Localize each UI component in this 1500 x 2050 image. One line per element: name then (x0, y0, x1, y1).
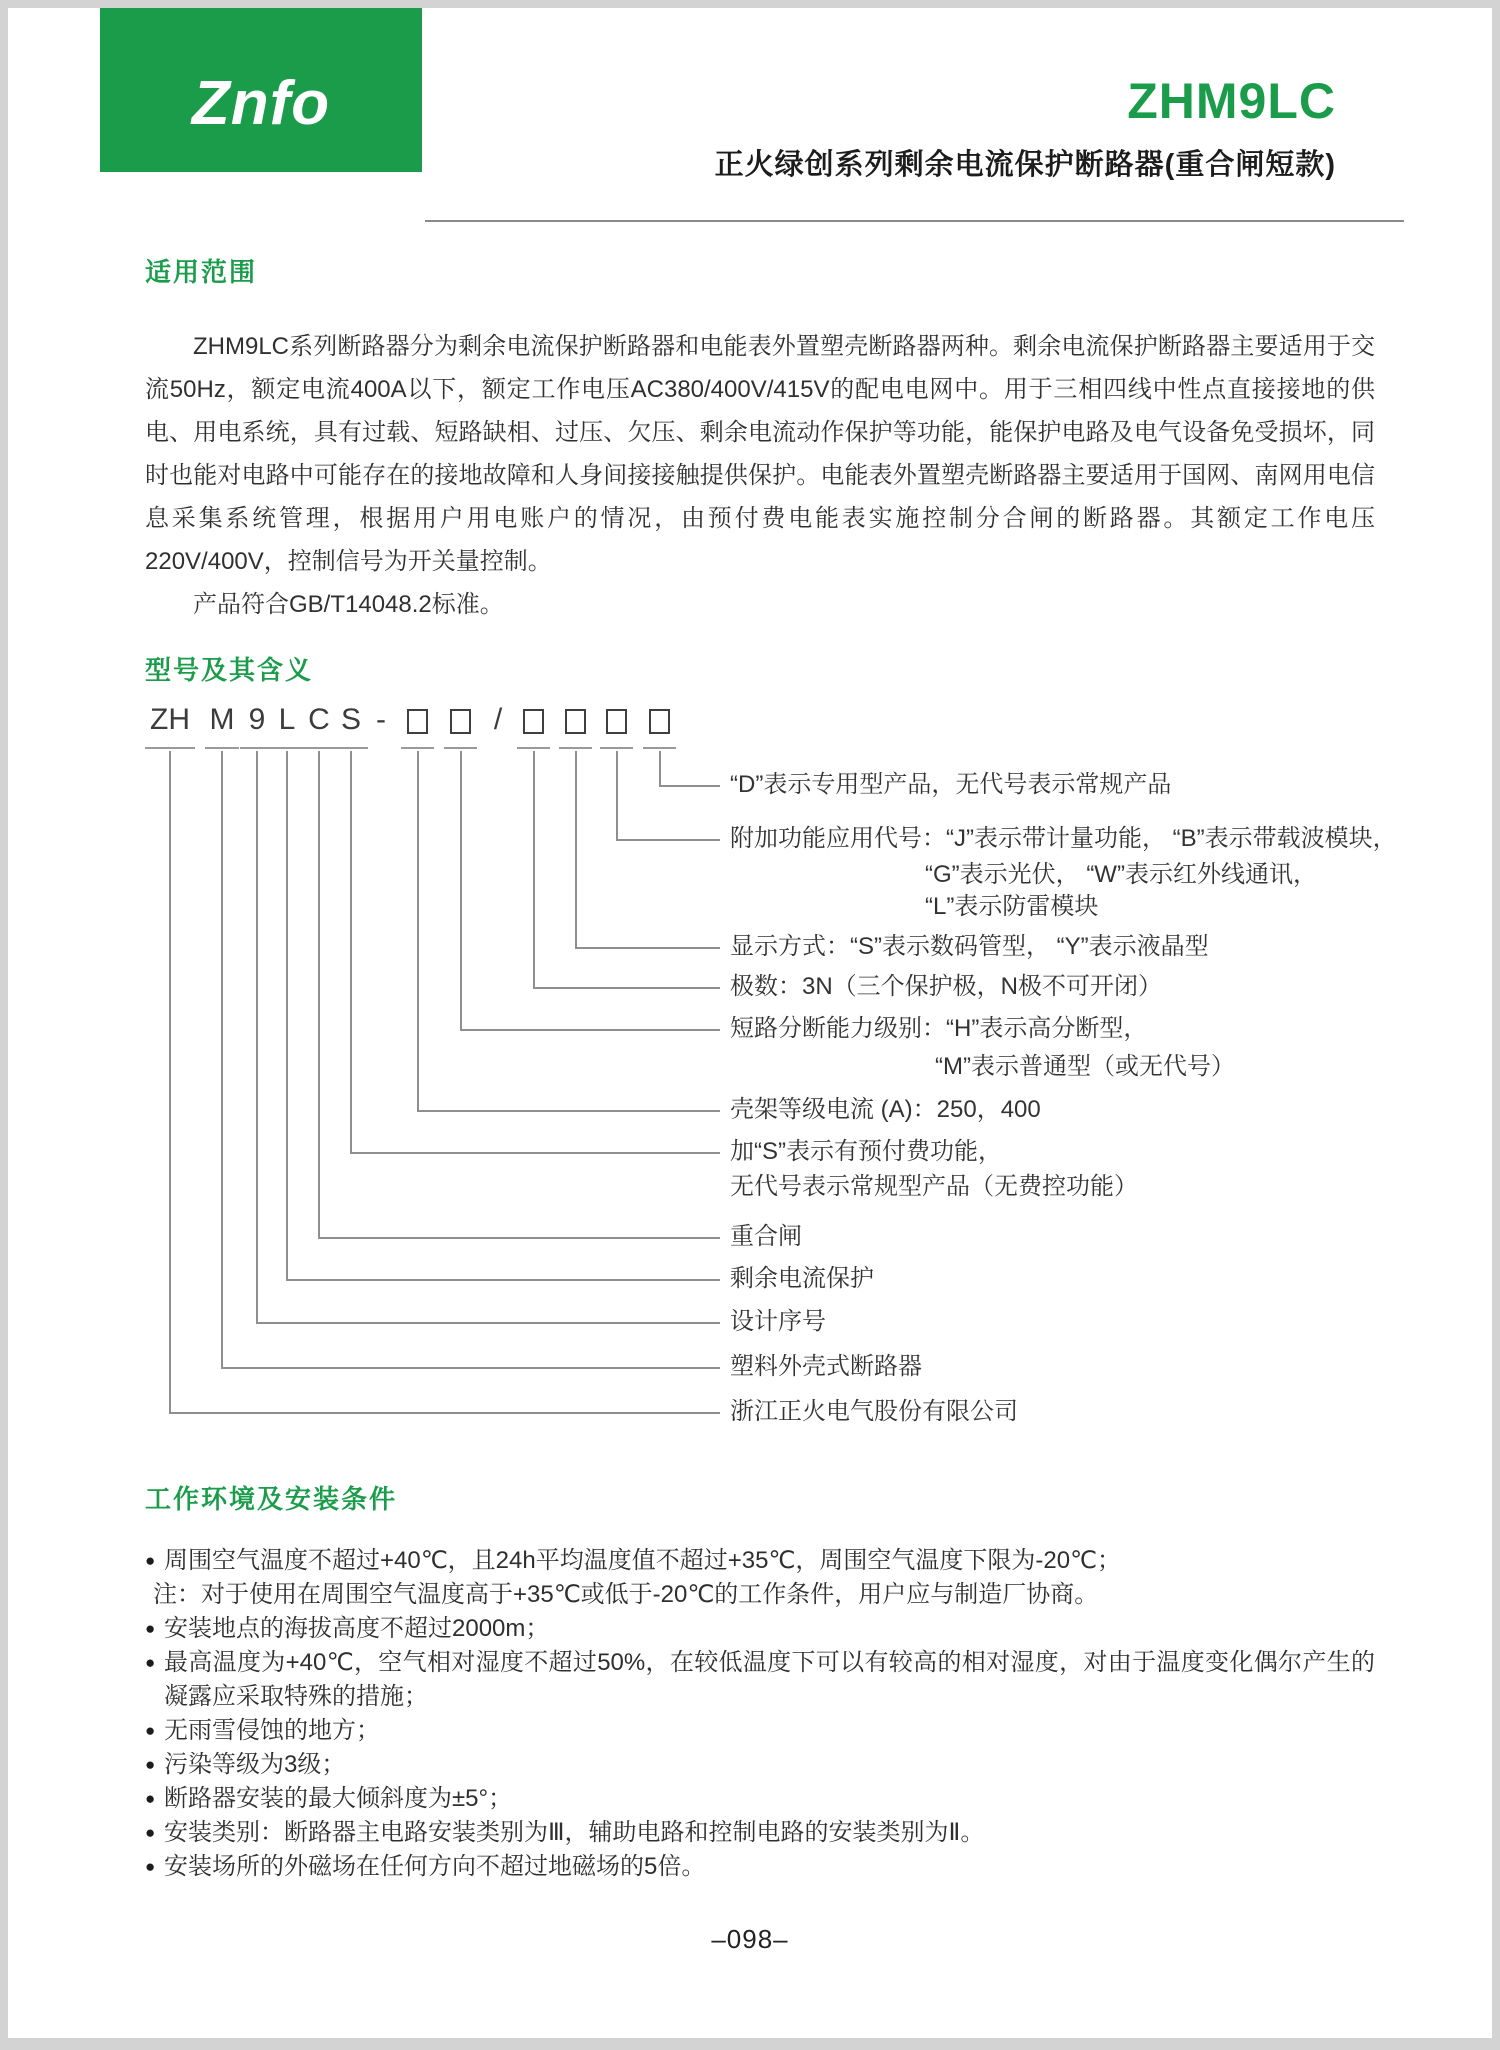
page-content (145, 252, 1397, 1884)
code-underline (240, 747, 274, 749)
leader-line (350, 1152, 720, 1154)
code-meaning-design-serial: 设计序号 (730, 1308, 826, 1335)
leader-line (350, 751, 352, 1154)
code-meaning-add-function-2: “G”表示光伏， “W”表示红外线通讯， (925, 861, 1317, 888)
code-meaning-add-function-3: “L”表示防雷模块 (925, 893, 1099, 920)
leader-line (533, 987, 720, 989)
code-part-9: 9 (248, 703, 266, 736)
scope-paragraph: ZHM9LC系列断路器分为剩余电流保护断路器和电能表外置塑壳断路器两种。剩余电流保护断路器主要适用于交流50Hz，额定电流400A以下，额定工作电压AC380/400V/415V的配电电网中。用于三相四线中性点直接接地的供电、用电系统，具有过载、短路缺相、过压、欠压、剩余电流动作保护等功能，能保护电路及电气设备免受损坏，同时也能对电路中可能存在的接地故障和人身间接接触提供保护。电能表外置塑壳断路器主要适用于国网、南网用电信息采集系统管理，根据用户用电账户的情况，由预付费电能表实施控制分合闸的断路器。其额定工作电压220V/400V，控制信号为开关量控制。 (145, 333, 1375, 575)
code-meaning-display-type: 显示方式：“S”表示数码管型， “Y”表示液晶型 (730, 933, 1209, 960)
section-heading-scope: 适用范围 (145, 257, 258, 287)
leader-line (286, 751, 288, 1281)
list-item: ● 安装类别：断路器主电路安装类别为Ⅲ，辅助电路和控制电路的安装类别为Ⅱ。 (145, 1816, 1375, 1850)
code-underline (334, 747, 368, 749)
code-part-s: S (340, 703, 361, 736)
list-item: ● 断路器安装的最大倾斜度为±5°； (145, 1782, 1375, 1816)
code-meaning-residual-current: 剩余电流保护 (730, 1265, 874, 1292)
code-part-c: C (308, 703, 330, 736)
leader-line (169, 1412, 720, 1414)
leader-line (318, 1237, 720, 1239)
bullet-note: 注：对于使用在周围空气温度高于+35℃或低于-20℃的工作条件，用户应与制造厂协商。 (153, 1581, 1099, 1608)
code-meaning-breaking-level-2: “M”表示普通型（或无代号） (935, 1053, 1235, 1080)
code-underline (270, 747, 304, 749)
leader-line (616, 839, 720, 841)
leader-line (659, 751, 661, 787)
datasheet-page (8, 8, 1492, 2038)
list-item (145, 1544, 1375, 1612)
page-number: –098– (711, 1924, 789, 1954)
leader-line (221, 751, 223, 1369)
leader-line (659, 785, 720, 787)
list-item: ● 安装地点的海拔高度不超过2000m； (145, 1612, 1375, 1646)
code-meaning-breaking-level: 短路分断能力级别：“H”表示高分断型， (730, 1015, 1148, 1042)
leader-line (417, 1110, 720, 1112)
leader-line (460, 1029, 720, 1031)
section-heading-model: 型号及其含义 (145, 655, 314, 685)
code-box-4 (565, 709, 586, 734)
code-meaning-poles: 极数：3N（三个保护极，N极不可开闭） (730, 973, 1163, 1000)
code-underline (559, 747, 592, 749)
code-underline (600, 747, 633, 749)
code-underline (517, 747, 550, 749)
code-part-zh: ZH (150, 703, 190, 736)
code-underline (444, 747, 477, 749)
code-part-l: L (278, 703, 296, 736)
leader-line (286, 1279, 720, 1281)
code-underline (205, 747, 239, 749)
code-box-1 (407, 709, 428, 734)
leader-line (221, 1367, 720, 1369)
code-dash: - (376, 703, 386, 736)
leader-line (575, 947, 720, 949)
leader-line (256, 1322, 720, 1324)
code-meaning-frame-current: 壳架等级电流 (A)：250，400 (730, 1096, 1041, 1123)
model-code-diagram (145, 697, 1397, 1457)
list-item: ● 无雨雪侵蚀的地方； (145, 1714, 1375, 1748)
code-meaning-prepaid-2: 无代号表示常规型产品（无费控功能） (730, 1173, 1138, 1200)
code-meaning-reclosing: 重合闸 (730, 1223, 802, 1250)
code-box-5 (606, 709, 627, 734)
brand-logo (100, 8, 422, 172)
code-part-m: M (209, 703, 235, 736)
leader-line (460, 751, 462, 1031)
bullet-text: 周围空气温度不超过+40℃，且24h平均温度值不超过+35℃，周围空气温度下限为-20℃； (164, 1547, 1122, 1574)
code-slash: / (493, 703, 503, 736)
leader-line (256, 751, 258, 1324)
section-heading-environment: 工作环境及安装条件 (145, 1484, 398, 1514)
leader-line (616, 751, 618, 841)
code-underline (643, 747, 676, 749)
product-series-subtitle: 正火绿创系列剩余电流保护断路器(重合闸短款) (714, 149, 1336, 181)
list-item: ● 安装场所的外磁场在任何方向不超过地磁场的5倍。 (145, 1850, 1375, 1884)
code-box-2 (450, 709, 471, 734)
list-item: ● 污染等级为3级； (145, 1748, 1375, 1782)
code-underline (302, 747, 336, 749)
leader-line (169, 751, 171, 1414)
environment-bullet-list (145, 1544, 1375, 1884)
code-box-3 (523, 709, 544, 734)
code-meaning-company: 浙江正火电气股份有限公司 (730, 1398, 1018, 1425)
code-meaning-add-function: 附加功能应用代号：“J”表示带计量功能， “B”表示带载波模块， (730, 825, 1397, 852)
leader-line (318, 751, 320, 1239)
product-model-title: ZHM9LC (1127, 73, 1336, 129)
brand-logo-text: Znfo (191, 68, 331, 138)
header-title-block (715, 74, 1336, 183)
leader-line (533, 751, 535, 989)
scope-standard-line: 产品符合GB/T14048.2标准。 (193, 591, 504, 618)
leader-line (417, 751, 419, 1112)
code-meaning-mccb: 塑料外壳式断路器 (730, 1353, 922, 1380)
code-meaning-special-type: “D”表示专用型产品，无代号表示常规产品 (730, 771, 1172, 798)
code-box-6 (649, 709, 670, 734)
list-item: ● 最高温度为+40℃，空气相对湿度不超过50%，在较低温度下可以有较高的相对湿度，对由于温度变化偶尔产生的凝露应采取特殊的措施； (145, 1646, 1375, 1714)
code-meaning-prepaid: 加“S”表示有预付费功能， (730, 1138, 1002, 1165)
code-underline (145, 747, 195, 749)
code-underline (401, 747, 434, 749)
leader-line (575, 751, 577, 949)
header-divider (425, 220, 1404, 222)
